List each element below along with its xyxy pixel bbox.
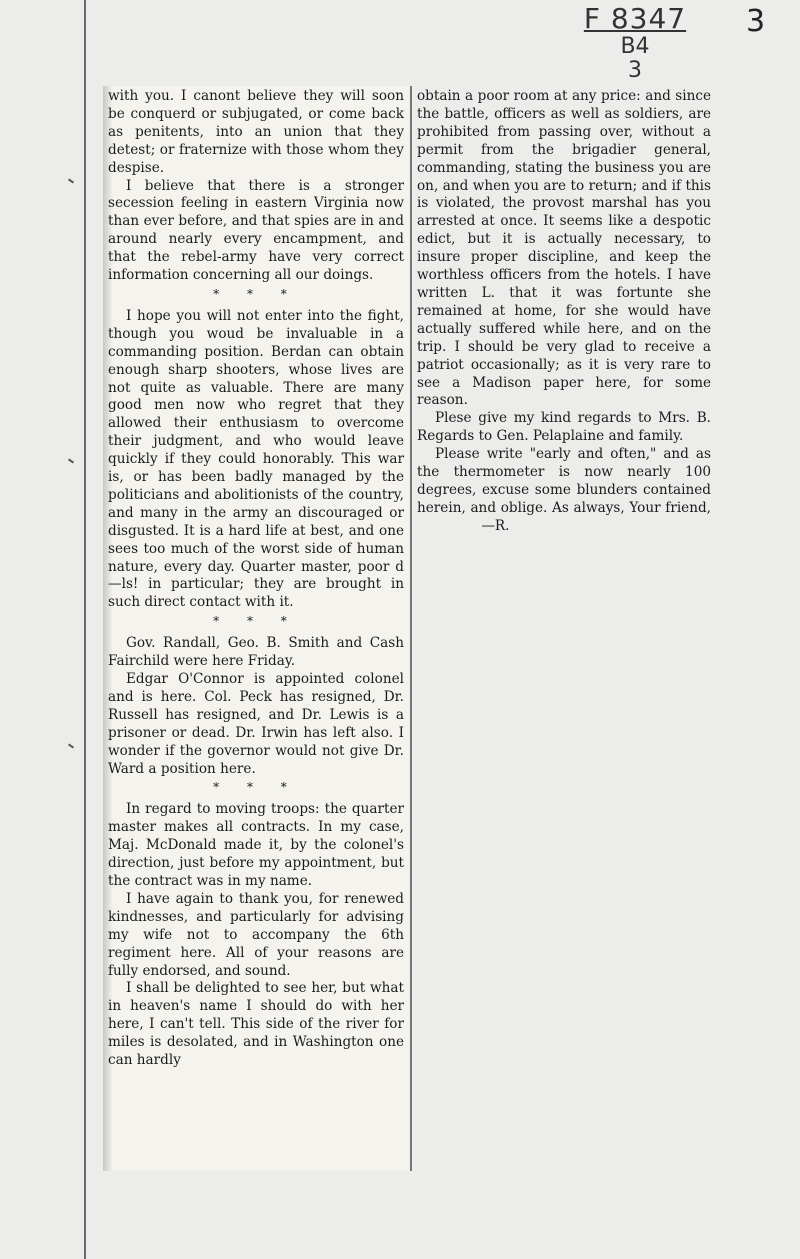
archive-call-line-2: B4 [620,34,650,59]
column-rule [410,86,412,1171]
paragraph: I shall be delighted to see her, but what in heaven's name I should do with her here, I can't tell. This side of the river for miles is desolated, and in Washington one can hardly [108,980,404,1069]
left-column [108,88,404,1070]
archive-call-number: F 8347 [583,2,687,35]
right-column [417,88,711,536]
margin-mark [68,743,74,748]
signature: —R. [481,517,510,534]
margin-mark [68,458,74,463]
margin-mark [68,178,74,183]
archive-call-mark [570,2,700,83]
paragraph: I hope you will not enter into the fight, though you woud be invaluable in a commanding position. Berdan can obtain enough sharp shooters, whose lives are not quite as valuable. There are many good men now who regret that they allowed their enthusiasm to overcome their judgment, and who would leave quickly if they could honorably. This war is, or has been badly managed by the politicians and abolitionists of the country, and many in the army an discouraged or disgusted. It is a hard life at best, and one sees too much of the worst side of human nature, every day. Quarter master, poor d—ls! in particular; they are brought in such direct contact with it. [108,307,404,611]
paragraph: Edgar O'Connor is appointed colonel and is here. Col. Peck has resigned, Dr. Russell has resigned, and Dr. Lewis is a prisoner or dead. Dr. Irwin has left also. I wonder if the governor would not give Dr. Ward a position here. [108,671,404,777]
paragraph: In regard to moving troops: the quarter master makes all contracts. In my case, Maj. McDonald made it, by the colonel's direction, just before my appointment, but the contract was in my name. [108,801,404,889]
closing-paragraph [417,446,711,536]
paragraph: I believe that there is a stronger secession feeling in eastern Virginia now than ever before, and that spies are in and around nearly every encampment, and that the rebel-army have very correct information concerning all our doings. [108,177,404,284]
paragraph: Gov. Randall, Geo. B. Smith and Cash Fairchild were here Friday. [108,635,404,670]
section-separator: * * * [213,780,299,795]
paragraph: I have again to thank you, for renewed kindnesses, and particularly for advising my wife not to accompany the 6th regiment here. All of your reasons are fully endorsed, and sound. [108,890,404,979]
archive-call-line-3: 3 [628,58,642,83]
paragraph: with you. I canont believe they will soon be conquerd or subjugated, or come back as penitents, into an union that they detest; or fraternize with those whom they despise. [108,88,404,176]
page-number: 3 [746,4,766,39]
closing-text: Please write "early and often," and as the thermometer is now nearly 100 degrees, excuse some blunders contained herein, and oblige. As always, Your friend, [417,446,711,516]
paragraph: obtain a poor room at any price: and since the battle, officers as well as soldiers, are prohibited from passing over, without a permit from the brigadier general, commanding, stating the business you are on, and when you are to return; and if this is violated, the provost marshal has you arrested at once. It seems like a despotic edict, but it is actually necessary, to insure proper discipline, and keep the worthless officers from the hotels. I have written L. that it was fortunte she remained at home, for she would have actually suffered while here, and on the trip. I should be very glad to receive a patriot occasionally; as it is very rare to see a Madison paper here, for some reason. [417,88,711,409]
scan-page-edge [84,0,86,1259]
section-separator: * * * [213,286,299,301]
paragraph: Plese give my kind regards to Mrs. B. Regards to Gen. Pelaplaine and family. [417,410,711,445]
section-separator: * * * [213,614,299,629]
